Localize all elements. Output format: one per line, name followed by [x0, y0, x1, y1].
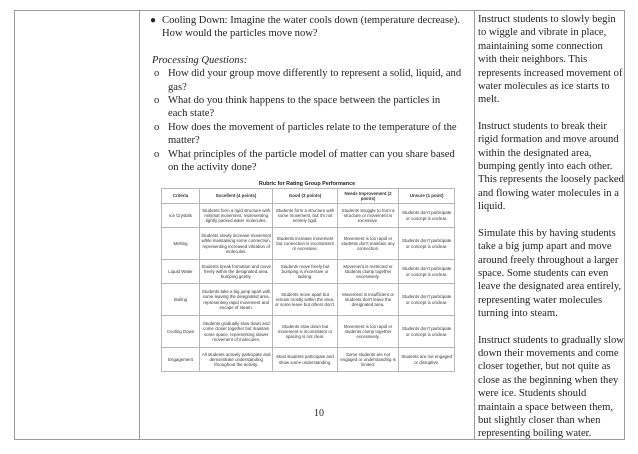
table-row	[162, 260, 455, 284]
table-row	[162, 284, 455, 316]
question-text: What principles of the particle model of matter can you share based	[168, 148, 455, 160]
table-cell: Students move freely but bumping is excessive or lacking.	[273, 260, 337, 284]
header-good: Good (3 points)	[273, 189, 337, 204]
table-cell: Students are not engaged or disruptive.	[399, 348, 455, 372]
table-cell: Students don't participate or concept is unclear.	[399, 204, 455, 228]
criteria-cell: Cooling Down	[162, 316, 200, 348]
rubric-header-row	[162, 189, 455, 204]
instruction-paragraph-boiling: Simulate this by having students take a big jump apart and move around freely throughout a larger space. Some students can even leave the designated area entirely, representing water molecules turning into steam.	[478, 227, 622, 320]
table-cell: Students don't participate or concept is unclear.	[399, 260, 455, 284]
circle-bullet-icon: o	[154, 121, 160, 133]
table-row	[162, 348, 455, 372]
table-cell: Students don't participate or concept is unclear.	[399, 228, 455, 260]
cooling-down-bullet	[150, 14, 462, 27]
table-cell: Students don't participate or concept is unclear.	[399, 284, 455, 316]
table-cell: Movement is too rapid or students don't maintain any connection.	[337, 228, 399, 260]
question-text-cont: gas?	[168, 81, 187, 93]
question-text: What do you think happens to the space between the particles in	[168, 95, 441, 107]
criteria-cell: Boiling	[162, 284, 200, 316]
table-cell: Students take a big jump apart with some leaving the designated area, representing rapid movement and escape of steam.	[200, 284, 273, 316]
header-unsure: Unsure (1 point)	[399, 189, 455, 204]
instruction-paragraph-melting: Instruct students to slowly begin to wiggle and vibrate in place, maintaining some connection with their neighbors. This represents increased movement of water molecules as ice starts to melt.	[478, 14, 623, 106]
table-cell: Students gradually slow down and come closer together but maintain some space, representing slower movement of molecules.	[200, 316, 273, 348]
table-cell: Students break formation and move freely within the designated area, bumping gently.	[200, 260, 273, 284]
table-cell: Students increase movement but connection is inconsistent or excessive.	[273, 228, 337, 260]
header-excellent: Excellent (4 points)	[200, 189, 273, 204]
criteria-cell: Engagement	[162, 348, 200, 372]
rubric-title: Rubric for Rating Group Performance	[258, 181, 356, 188]
column-divider-left	[139, 11, 140, 439]
criteria-cell: Liquid Water	[162, 260, 200, 284]
table-cell: Students form a rigid structure with minimal movement, representing tightly packed water molecules.	[200, 204, 273, 228]
bullet-text: Cooling Down: Imagine the water cools down (temperature decrease).	[162, 15, 460, 26]
column-divider-right	[474, 11, 475, 439]
question-text-cont: matter?	[168, 135, 200, 147]
activity-content	[150, 14, 462, 192]
question-3	[150, 121, 462, 148]
bullet-text-continued: How would the particles move now?	[162, 28, 318, 40]
table-cell: Most students participate and show some understanding.	[273, 348, 337, 372]
table-cell: Students form a structure with some movement, but it's not entirely rigid.	[273, 204, 337, 228]
table-cell: Movement is insufficient or students don't leave the designated area.	[337, 284, 399, 316]
table-cell: All students actively participate and demonstrate understanding throughout the activity.	[200, 348, 273, 372]
header-criteria: Criteria	[162, 189, 200, 204]
table-cell: Students move apart but remain mostly within the area, or some leave but others don't.	[273, 284, 337, 316]
table-cell: Some students are not engaged or understanding is limited.	[337, 348, 399, 372]
page-number: 10	[314, 408, 324, 419]
table-row	[162, 316, 455, 348]
instruction-paragraph-cooling: Instruct students to gradually slow down their movements and come closer together, but not quite as close as the beginning when they were ice. Students should maintain a space between them, but slightly closer than when representing boiling water.	[478, 334, 624, 440]
circle-bullet-icon: o	[154, 68, 160, 80]
criteria-cell: Ice Crystals	[162, 204, 200, 228]
table-cell: Students slowly increase movement while maintaining some connection, representing increased vibration of molecules.	[200, 228, 273, 260]
bullet-icon: ●	[150, 15, 157, 26]
question-text-cont: on the activity done?	[168, 162, 257, 174]
question-text: How did your group move differently to represent a solid, liquid, and	[168, 68, 462, 80]
table-cell: Students don't participate or concept is unclear.	[399, 316, 455, 348]
table-row	[162, 204, 455, 228]
table-cell: Movement is restricted or students clump together excessively.	[337, 260, 399, 284]
processing-questions-title: Processing Questions:	[152, 54, 248, 66]
criteria-cell: Melting	[162, 228, 200, 260]
question-4	[150, 148, 462, 175]
table-cell: Students struggle to form a structure or movement is excessive.	[337, 204, 399, 228]
question-2	[150, 94, 462, 121]
question-text-cont: each state?	[168, 108, 215, 120]
instruction-paragraph-liquid: Instruct students to break their rigid formation and move around within the designated area, bumping gently into each other. This represents the loosely packed and flowing water molecules in a liquid.	[478, 120, 624, 213]
table-cell: Movement is too rapid or students clump together excessively.	[337, 316, 399, 348]
circle-bullet-icon: o	[154, 95, 160, 107]
rubric-table	[161, 188, 455, 372]
circle-bullet-icon: o	[154, 148, 160, 160]
teacher-instructions	[478, 13, 624, 454]
table-row	[162, 228, 455, 260]
question-1	[150, 67, 462, 94]
table-cell: Students slow down but movement is inconsistent or spacing is not clear.	[273, 316, 337, 348]
header-needs-improvement: Needs Improvement (2 points)	[337, 189, 399, 204]
question-text: How does the movement of particles relate to the temperature of the	[168, 121, 457, 133]
